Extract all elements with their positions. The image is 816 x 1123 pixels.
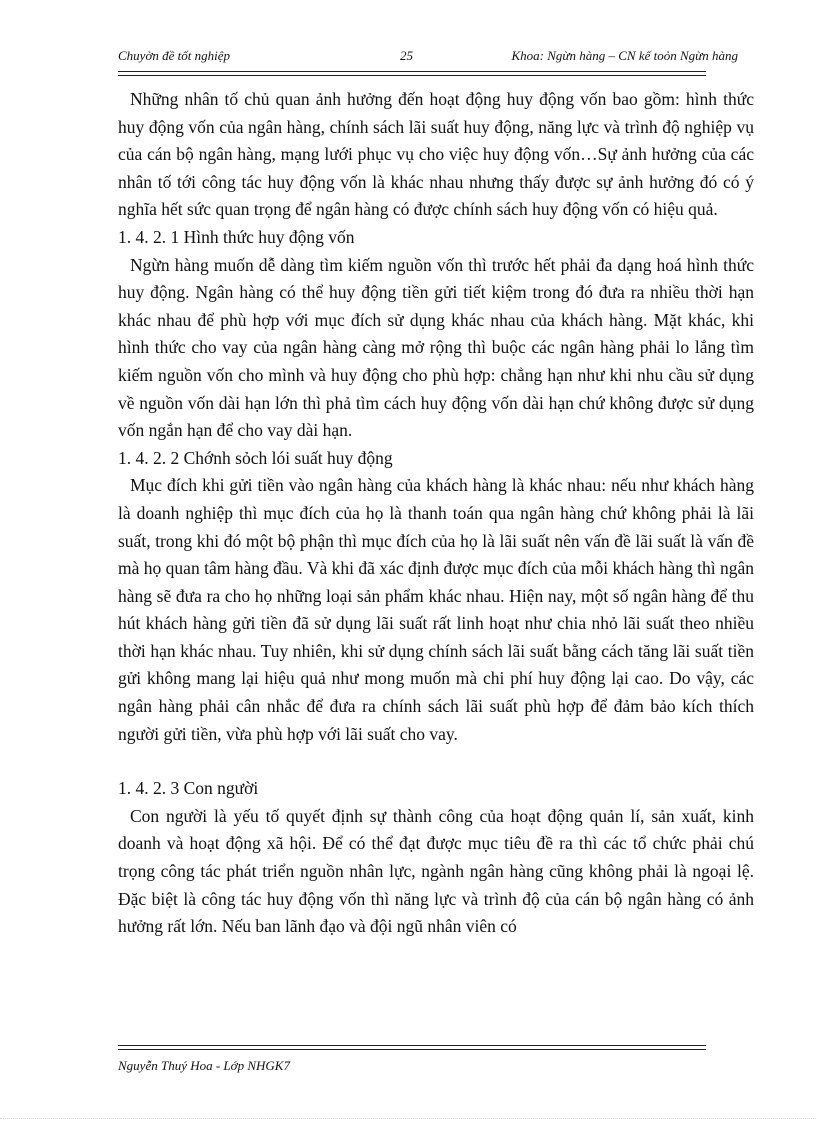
page-header	[118, 48, 738, 68]
header-right-title: Khoa: Ngừn hàng – CN kế toỏn Ngừn hàng	[511, 48, 738, 63]
paragraph-forms: Ngừn hàng muốn dễ dàng tìm kiếm nguồn vốn thì trước hết phải đa dạng hoá hình thức huy động. Ngân hàng có thể huy động tiền gửi tiết kiệm trong đó đưa ra nhiều thời hạn khác nhau để phù hợp với mục đích sử dụng khác nhau của khách hàng. Mặt khác, khi hình thức cho vay của ngân hàng càng mở rộng thì buộc các ngân hàng phải lo lắng tìm kiếm nguồn vốn cho mình và huy động cho phù hợp: chẳng hạn như khi nhu cầu sử dụng về nguồn vốn dài hạn lớn thì phả tìm cách huy động vốn dài hạn chứ không được sử dụng vốn ngắn hạn để cho vay dài hạn.	[118, 254, 754, 441]
page-number: 25	[400, 48, 413, 63]
section-heading-1: 1. 4. 2. 1 Hình thức huy động vốn	[118, 226, 355, 247]
header-left-title: Chuyờn đề tốt nghiệp	[118, 48, 231, 63]
header-rule	[118, 71, 706, 76]
paragraph-people: Con người là yếu tố quyết định sự thành công của hoạt động quản lí, sản xuất, kinh doanh và hoạt động xã hội. Để có thể đạt được mục tiêu đề ra thì các tổ chức phải chú trọng công tác phát triển nguồn nhân lực, ngành ngân hàng cũng không phải là ngoại lệ. Đặc biệt là công tác huy động vốn thì năng lực và trình độ của cán bộ ngân hàng có ảnh hưởng rất lớn. Nếu ban lãnh đạo và đội ngũ nhân viên có	[118, 805, 754, 937]
section-heading-2: 1. 4. 2. 2 Chớnh sỏch lói suất huy động	[118, 447, 393, 468]
paragraph-intro: Những nhân tố chủ quan ảnh hưởng đến hoạt động huy động vốn bao gồm: hình thức huy động vốn của ngân hàng, chính sách lãi suất huy động, năng lực và trình độ nghiệp vụ của cán bộ ngân hàng, mạng lưới phục vụ cho việc huy động vốn…Sự ảnh hưởng của các nhân tố tới công tác huy động vốn là khác nhau nhưng thấy được sự ảnh hưởng đó có ý nghĩa hết sức quan trọng để ngân hàng có được chính sách huy động vốn có hiệu quả.	[118, 89, 754, 220]
paragraph-gap	[118, 748, 754, 775]
footer-rule	[118, 1045, 706, 1050]
page-edge-dotted-line	[0, 1118, 816, 1119]
page-footer: Nguyễn Thuý Hoa - Lớp NHGK7	[118, 1058, 290, 1073]
paragraph-interest-policy: Mục đích khi gửi tiền vào ngân hàng của khách hàng là khác nhau: nếu như khách hàng là doanh nghiệp thì mục đích của họ là thanh toán qua ngân hàng chứ không phải là lãi suất, trong khi đó một bộ phận thì mục đích của họ là lãi suất nên vấn đề lãi suất là vấn đề mà họ quan tâm hàng đầu. Và khi đã xác định được mục đích của mỗi khách hàng thì ngân hàng sẽ đưa ra cho họ những loại sản phẩm khác nhau. Hiện nay, một số ngân hàng để thu hút khách hàng gửi tiền đã sử dụng lãi suất rất linh hoạt như chia nhỏ lãi suất theo nhiều thời hạn khác nhau. Tuy nhiên, khi sử dụng chính sách lãi suất bằng cách tăng lãi suất tiền gửi không mang lại hiệu quả như mong muốn mà chi phí huy động lại cao. Do vậy, các ngân hàng phải cân nhắc để đưa ra chính sách lãi suất phù hợp để đảm bảo kích thích người gửi tiền, vừa phù hợp với lãi suất cho vay.	[118, 475, 754, 744]
section-heading-3: 1. 4. 2. 3 Con người	[118, 778, 259, 799]
document-body	[118, 86, 754, 941]
